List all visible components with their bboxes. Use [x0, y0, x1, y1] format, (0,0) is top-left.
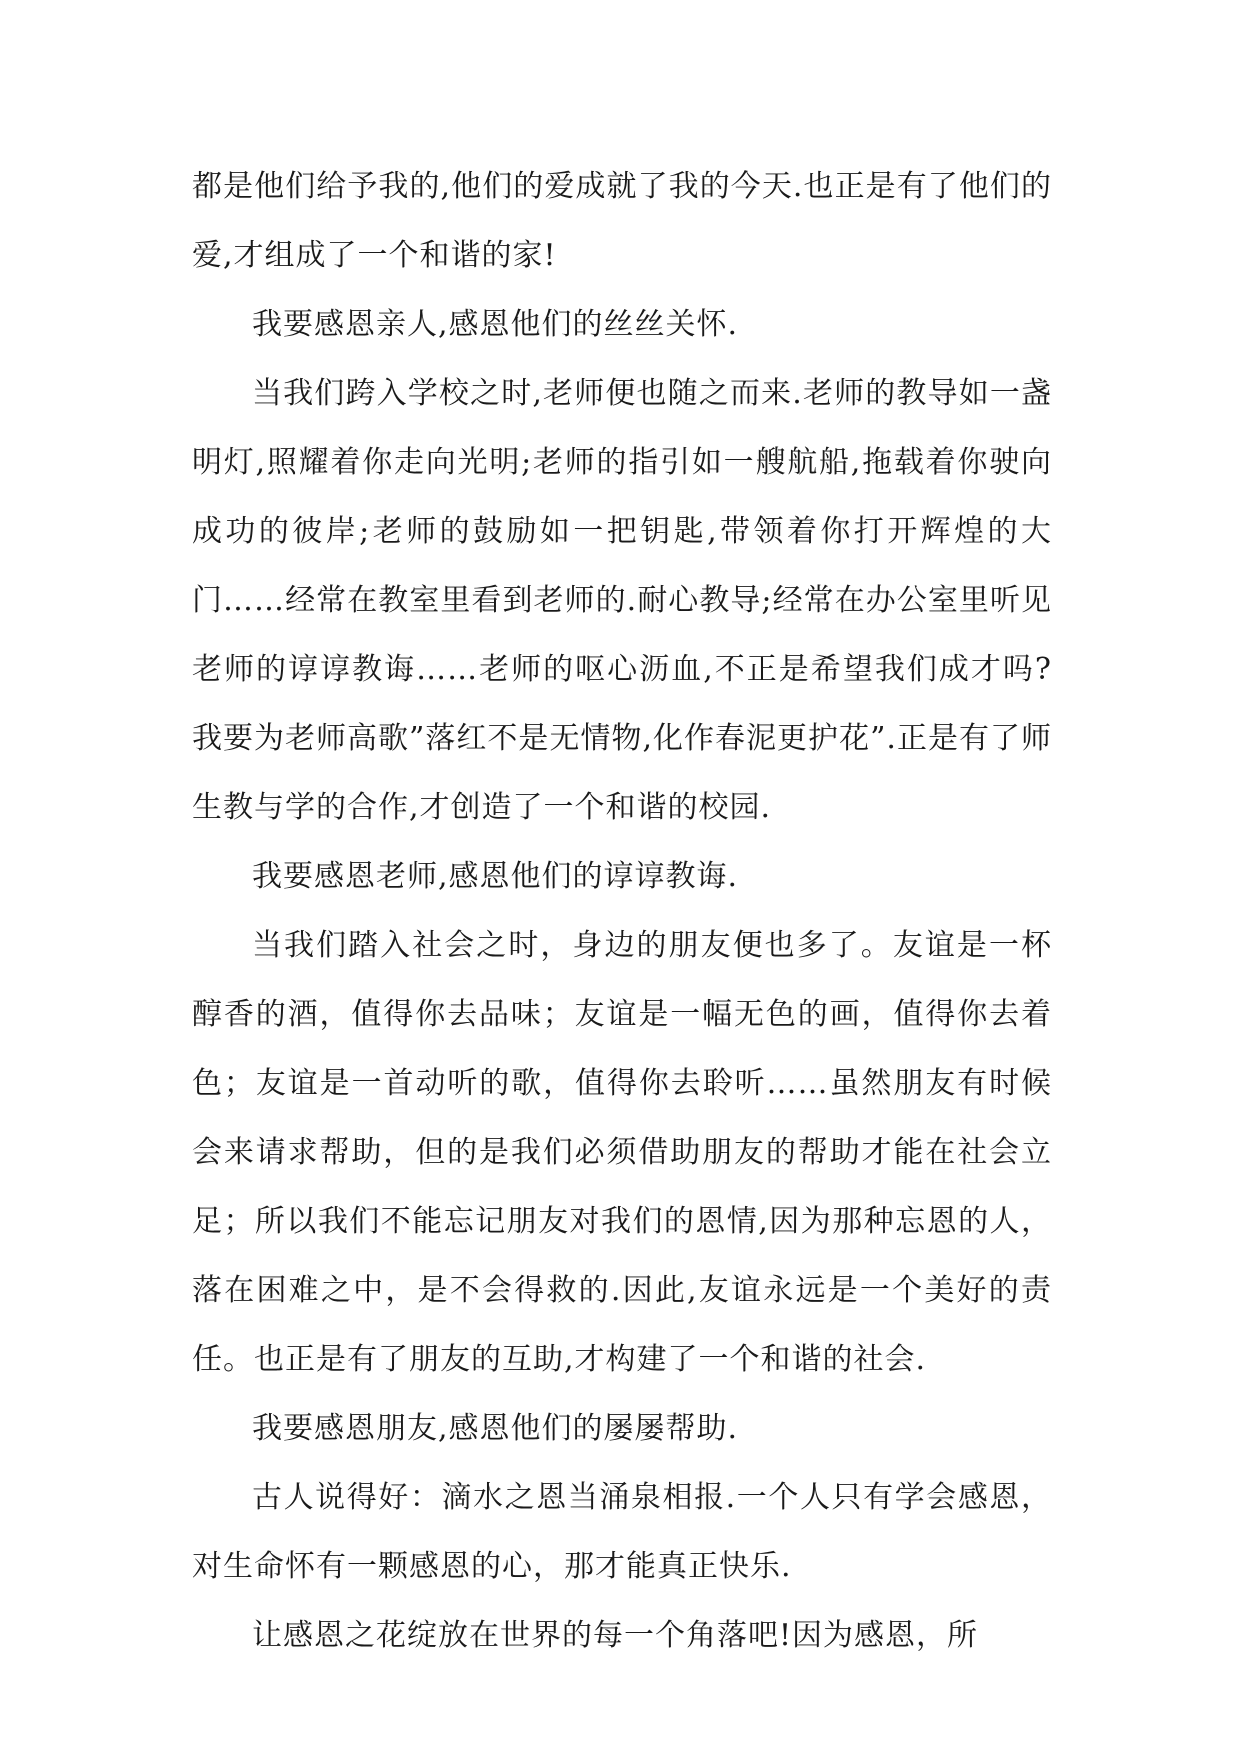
- paragraph-thank-teachers: 我要感恩老师,感恩他们的谆谆教诲.: [252, 859, 739, 894]
- paragraph-gratitude-flower: 让感恩之花绽放在世界的每一个角落吧!因为感恩，所: [252, 1618, 979, 1653]
- paragraph-thank-friends: 我要感恩朋友,感恩他们的屡屡帮助.: [252, 1411, 739, 1446]
- paragraph-thank-family: 我要感恩亲人,感恩他们的丝丝关怀.: [252, 307, 739, 342]
- paragraph-ancient-saying: 古人说得好：滴水之恩当涌泉相报.一个人只有学会感恩，对生命怀有一颗感恩的心，那才能真正快乐.: [192, 1480, 1052, 1584]
- paragraph-family-love: 都是他们给予我的,他们的爱成就了我的今天.也正是有了他们的爱,才组成了一个和谐的家!: [192, 169, 1052, 273]
- document-body: [192, 152, 1052, 1670]
- paragraph-friends: 当我们踏入社会之时，身边的朋友便也多了。友谊是一杯醇香的酒，值得你去品味；友谊是一幅无色的画，值得你去着色；友谊是一首动听的歌，值得你去聆听……虽然朋友有时候会来请求帮助，但的是我们必须借助朋友的帮助才能在社会立足；所以我们不能忘记朋友对我们的恩情,因为那种忘恩的人，落在困难之中，是不会得救的.因此,友谊永远是一个美好的责任。也正是有了朋友的互助,才构建了一个和谐的社会.: [192, 928, 1052, 1377]
- paragraph-teachers: 当我们跨入学校之时,老师便也随之而来.老师的教导如一盏明灯,照耀着你走向光明;老师的指引如一艘航船,拖载着你驶向成功的彼岸;老师的鼓励如一把钥匙,带领着你打开辉煌的大门……经常在教室里看到老师的.耐心教导;经常在办公室里听见老师的谆谆教诲……老师的呕心沥血,不正是希望我们成才吗?我要为老师高歌”落红不是无情物,化作春泥更护花”.正是有了师生教与学的合作,才创造了一个和谐的校园.: [192, 376, 1052, 825]
